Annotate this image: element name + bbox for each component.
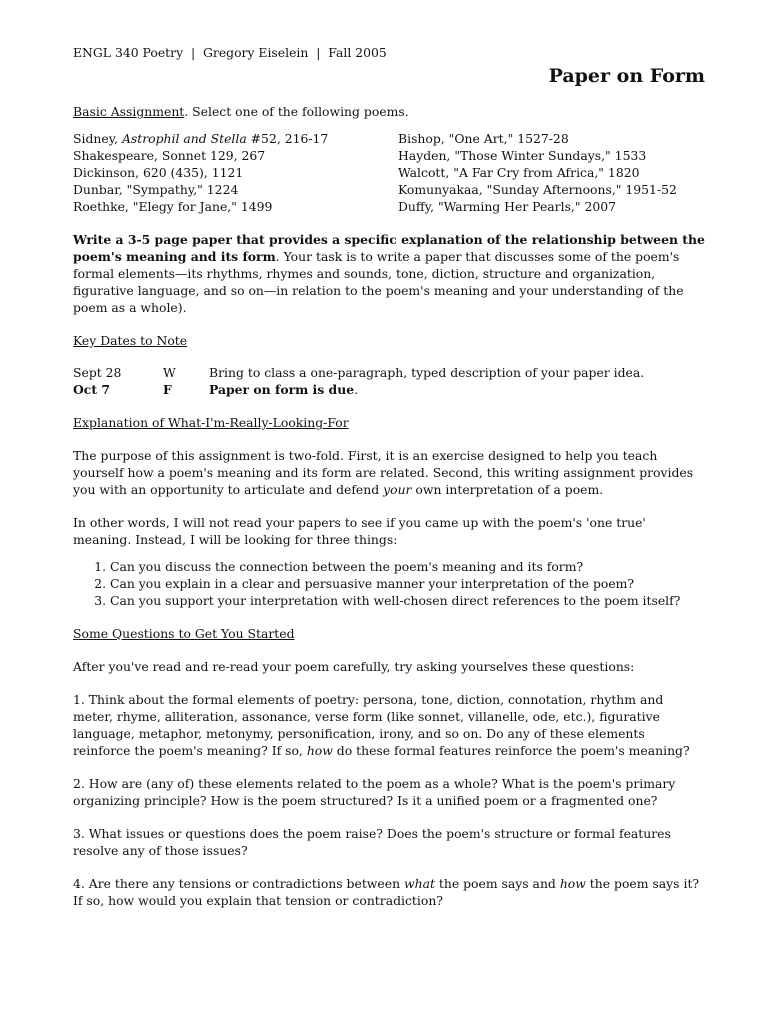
- poem-item: Shakespeare, Sonnet 129, 267: [73, 148, 266, 163]
- poem-list: [73, 130, 705, 215]
- date-row: [73, 381, 705, 398]
- weekday-cell: F: [163, 382, 172, 397]
- key-dates-heading: Key Dates to Note: [73, 333, 188, 348]
- date-cell: Sept 28: [73, 365, 122, 380]
- basic-assignment-line: [73, 103, 705, 120]
- question-2: 2. How are (any of) these elements related to the poem as a whole? What is the poem's primary organizing principle? How is the poem structured? Is it a unified poem or a fragmented one?: [73, 776, 676, 808]
- poem-list-left: [73, 130, 398, 215]
- questions-intro: After you've read and re-read your poem carefully, try asking yourselves these questions:: [73, 659, 635, 674]
- poem-item: Duffy, "Warming Her Pearls," 2007: [398, 199, 617, 214]
- question-1: 1. Think about the formal elements of poetry: persona, tone, diction, connotation, rhythm and meter, rhyme, alliteration, assonance, verse form (like sonnet, villanelle, ode, etc.), figurative language, metaphor, metonymy, personification, irony, and so on. Do any of these elements reinforce the poem's meaning? If so, how do these formal features reinforce the poem's meaning?: [73, 692, 690, 758]
- weekday-cell: W: [163, 365, 176, 380]
- date-description: Bring to class a one-paragraph, typed description of your paper idea.: [209, 365, 645, 380]
- poem-list-right: [398, 130, 705, 215]
- questions-heading: Some Questions to Get You Started: [73, 626, 295, 641]
- explanation-paragraph-2: In other words, I will not read your papers to see if you came up with the poem's 'one true' meaning. Instead, I will be looking for three things:: [73, 515, 646, 547]
- poem-item: Dickinson, 620 (435), 1121: [73, 165, 244, 180]
- list-item: 1. Can you discuss the connection between the poem's meaning and its form?: [110, 558, 705, 575]
- list-item: 3. Can you support your interpretation with well-chosen direct references to the poem itself?: [110, 592, 705, 609]
- poem-item: Walcott, "A Far Cry from Africa," 1820: [398, 165, 640, 180]
- poem-item: Komunyakaa, "Sunday Afternoons," 1951-52: [398, 182, 677, 197]
- task-bold: Write a 3-5 page paper that provides a specific explanation of the relationship between the poem's meaning and its form: [73, 232, 705, 264]
- date-cell: Oct 7: [73, 382, 110, 397]
- criteria-list: [73, 558, 705, 609]
- explanation-paragraph-1: The purpose of this assignment is two-fold. First, it is an exercise designed to help you teach yourself how a poem's meaning and its form are related. Second, this writing assignment provides you with an opportunity to articulate and defend your own interpretation of a poem.: [73, 448, 694, 497]
- basic-assignment-intro: . Select one of the following poems.: [184, 104, 409, 119]
- page-title: Paper on Form: [548, 65, 705, 87]
- poem-item: Sidney, Astrophil and Stella #52, 216-17: [73, 131, 329, 146]
- questions-heading-wrap: [73, 625, 705, 642]
- basic-assignment-heading: Basic Assignment: [73, 104, 185, 119]
- question-3: 3. What issues or questions does the poem raise? Does the poem's structure or formal features resolve any of those issues?: [73, 826, 671, 858]
- explanation-heading: Explanation of What-I'm-Really-Looking-For: [73, 415, 349, 430]
- task-rest: . Your task is to write a paper that discusses some of the poem's formal elements—its rhythms, rhymes and sounds, tone, diction, structure and organization, figurative language, and so on—in relation to the poem's meaning and your understanding of the poem as a whole).: [73, 249, 684, 315]
- key-dates-table: [73, 364, 705, 398]
- date-row: [73, 364, 705, 381]
- poem-item: Bishop, "One Art," 1527-28: [398, 131, 569, 146]
- course-header: ENGL 340 Poetry | Gregory Eiselein | Fall 2005: [73, 45, 387, 60]
- list-item: 2. Can you explain in a clear and persuasive manner your interpretation of the poem?: [110, 575, 705, 592]
- document-page: [73, 44, 705, 909]
- task-paragraph: [73, 231, 705, 316]
- date-description: Paper on form is due.: [209, 382, 359, 397]
- poem-item: Roethke, "Elegy for Jane," 1499: [73, 199, 273, 214]
- question-4: 4. Are there any tensions or contradictions between what the poem says and how the poem says it? If so, how would you explain that tension or contradiction?: [73, 876, 700, 908]
- explanation-heading-wrap: [73, 414, 705, 431]
- poem-item: Dunbar, "Sympathy," 1224: [73, 182, 239, 197]
- poem-item: Hayden, "Those Winter Sundays," 1533: [398, 148, 647, 163]
